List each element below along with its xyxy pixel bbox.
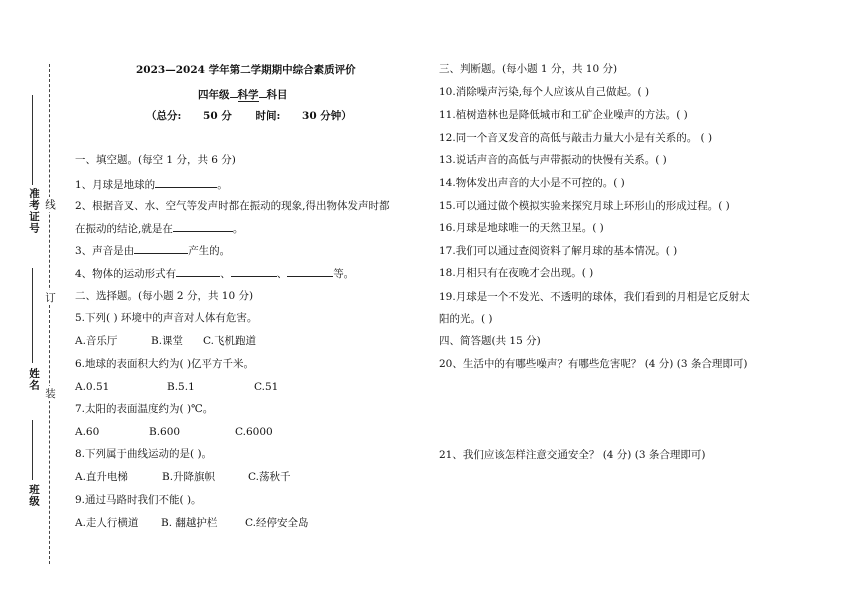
q1-text: 1、月球是地球的 xyxy=(75,179,156,191)
q5-option-b[interactable]: B.课堂 xyxy=(151,335,184,347)
class-field[interactable] xyxy=(32,420,33,480)
q3-blank[interactable] xyxy=(134,242,188,254)
name-label: 姓名 xyxy=(28,368,40,391)
question-1 xyxy=(75,176,228,192)
q5-option-a[interactable]: A.音乐厅 xyxy=(75,335,118,347)
section1-title: 一、填空题。(每空 1 分，共 6 分) xyxy=(75,154,236,166)
binding-dashed-line xyxy=(49,64,50,564)
q8-option-c[interactable]: C.荡秋千 xyxy=(248,471,291,483)
q9-option-b[interactable]: B. 翻越护栏 xyxy=(161,517,218,529)
total-value: 50 分 xyxy=(203,110,232,122)
question-11: 11.植树造林也是降低城市和工矿企业噪声的方法。( ) xyxy=(439,109,688,121)
subject-label: 科学 xyxy=(237,89,259,101)
q7-option-c[interactable]: C.6000 xyxy=(235,426,273,438)
q20-answer-area[interactable] xyxy=(439,374,799,440)
question-13: 13.说话声音的高低与声带振动的快慢有关系。( ) xyxy=(439,154,667,166)
q7-option-b[interactable]: B.600 xyxy=(149,426,181,438)
q2-blank[interactable] xyxy=(173,220,233,232)
exam-title: 2023—2024 学年第二学期期中综合素质评价 xyxy=(136,64,356,76)
q1-blank[interactable] xyxy=(155,176,217,188)
question-19-line1: 19.月球是一个不发光、不透明的球体，我们看到的月相是它反射太 xyxy=(439,291,750,303)
q4-blank-2[interactable] xyxy=(231,265,277,277)
question-5-options xyxy=(75,334,256,348)
q2-end: 。 xyxy=(232,223,244,235)
question-4 xyxy=(75,265,354,281)
q9-option-a[interactable]: A.走人行横道 xyxy=(75,517,139,529)
class-label: 班级 xyxy=(28,484,40,507)
subject-tail: 科目 xyxy=(266,89,288,101)
q4-sep-1: 、 xyxy=(220,268,231,280)
id-number-field[interactable] xyxy=(32,95,33,185)
section4-title: 四、简答题(共 15 分) xyxy=(439,335,541,347)
question-6-options xyxy=(75,380,278,394)
question-7: 7.太阳的表面温度约为( )℃。 xyxy=(75,403,214,415)
q4-end: 等。 xyxy=(333,268,355,280)
time-value: 30 分钟） xyxy=(302,110,352,122)
total-label: （总分: xyxy=(146,110,182,122)
q4-blank-3[interactable] xyxy=(287,265,333,277)
q6-option-b[interactable]: B.5.1 xyxy=(167,381,195,393)
question-6: 6.地球的表面积大约为( )亿平方千米。 xyxy=(75,358,255,370)
question-3 xyxy=(75,242,230,258)
q3-text: 3、声音是由 xyxy=(75,245,135,257)
binding-mark-ding: 订 xyxy=(44,292,56,303)
question-8: 8.下列属于曲线运动的是( )。 xyxy=(75,448,213,460)
q3-end: 产生的。 xyxy=(188,245,231,257)
name-field[interactable] xyxy=(32,268,33,363)
q5-option-c[interactable]: C.飞机跑道 xyxy=(203,335,256,347)
time-label: 时间: xyxy=(255,110,281,122)
question-14: 14.物体发出声音的大小是不可控的。( ) xyxy=(439,177,625,189)
question-9-options xyxy=(75,516,309,530)
question-7-options xyxy=(75,425,273,439)
section3-title: 三、判断题。(每小题 1 分，共 10 分) xyxy=(439,63,618,75)
q4-blank-1[interactable] xyxy=(176,265,220,277)
question-20: 20、生活中的有哪些噪声？有哪些危害呢？ (4 分) (3 条合理即可) xyxy=(439,358,748,370)
q8-option-b[interactable]: B.升降旗帜 xyxy=(162,471,216,483)
binding-mark-zhuang: 装 xyxy=(44,388,56,399)
question-17: 17.我们可以通过查阅资料了解月球的基本情况。( ) xyxy=(439,245,678,257)
q8-option-a[interactable]: A.直升电梯 xyxy=(75,471,128,483)
question-16: 16.月球是地球唯一的天然卫星。( ) xyxy=(439,222,604,234)
question-19-line2: 阳的光。( ) xyxy=(439,313,493,325)
q21-answer-area[interactable] xyxy=(439,466,799,576)
exam-subtitle xyxy=(198,86,288,102)
q4-text: 4、物体的运动形式有 xyxy=(75,268,177,280)
question-2-line1: 2、根据音叉、水、空气等发声时都在振动的现象,得出物体发声时都 xyxy=(75,200,390,212)
question-2-line2 xyxy=(75,220,243,236)
question-12: 12.同一个音叉发音的高低与敲击力量大小是有关系的。 ( ) xyxy=(439,132,713,144)
id-number-label: 准考证号 xyxy=(28,188,40,234)
question-9: 9.通过马路时我们不能( )。 xyxy=(75,494,202,506)
q6-option-c[interactable]: C.51 xyxy=(254,381,279,393)
section2-title: 二、选择题。(每小题 2 分，共 10 分) xyxy=(75,290,254,302)
question-8-options xyxy=(75,470,291,484)
q7-option-a[interactable]: A.60 xyxy=(75,426,100,438)
question-5: 5.下列( ) 环境中的声音对人体有危害。 xyxy=(75,312,258,324)
q9-option-c[interactable]: C.经停安全岛 xyxy=(245,517,309,529)
q4-sep-2: 、 xyxy=(276,268,288,280)
grade-label: 四年级 xyxy=(198,89,230,101)
binding-mark-xian: 线 xyxy=(44,199,56,210)
question-18: 18.月相只有在夜晚才会出现。( ) xyxy=(439,267,594,279)
question-21: 21、我们应该怎样注意交通安全？ (4 分) (3 条合理即可) xyxy=(439,449,706,461)
q1-end: 。 xyxy=(217,179,228,191)
question-10: 10.消除噪声污染,每个人应该从自己做起。( ) xyxy=(439,86,650,98)
q6-option-a[interactable]: A.0.51 xyxy=(75,381,110,393)
question-15: 15.可以通过做个模拟实验来探究月球上环形山的形成过程。( ) xyxy=(439,200,730,212)
q2-text: 在振动的结论,就是在 xyxy=(75,223,173,235)
exam-meta xyxy=(146,108,352,123)
